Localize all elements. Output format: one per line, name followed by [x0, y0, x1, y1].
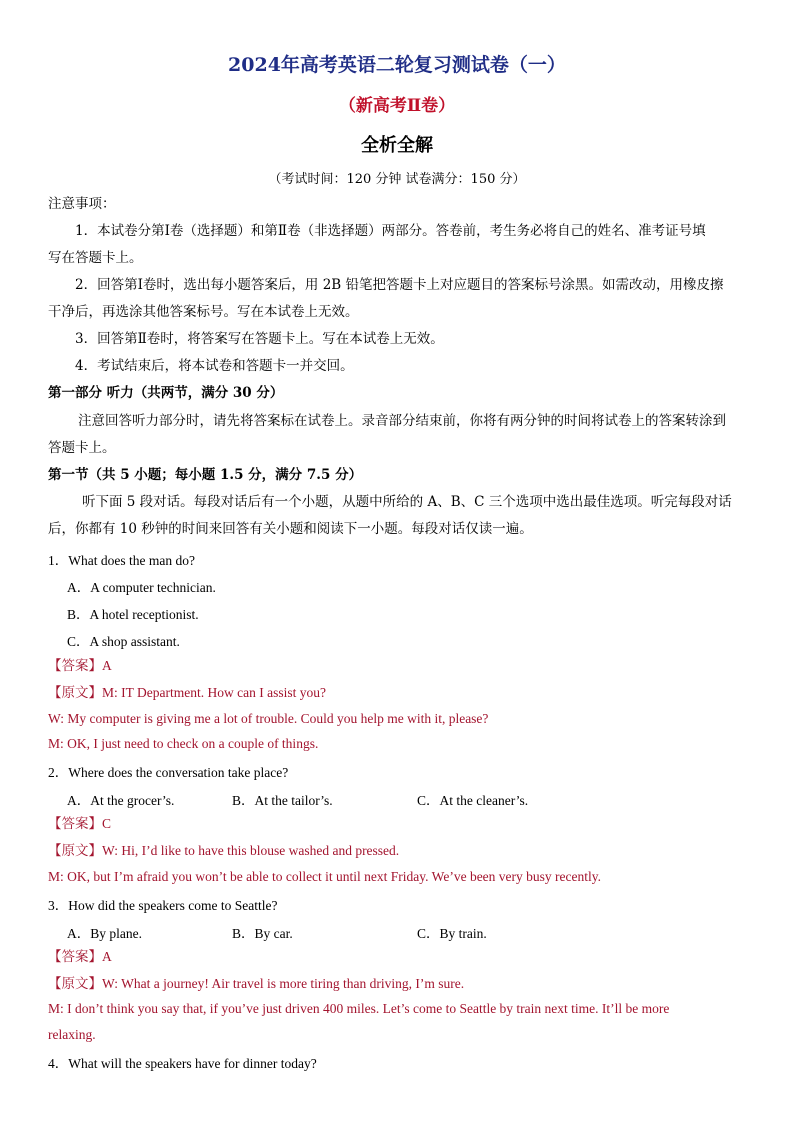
- page-title: 2024年高考英语二轮复习测试卷（一）: [228, 54, 566, 76]
- q1-option-b: B．A hotel receptionist.: [67, 607, 199, 622]
- q1-stem: 1．What does the man do?: [48, 553, 195, 568]
- section-intro-line2: 后，你都有 10 秒钟的时间来回答有关小题和阅读下一小题。每段对话仅读一遍。: [48, 521, 533, 537]
- q2-transcript-line2: M: OK, but I’m afraid you won’t be able to collect it until next Friday. We’ve been very busy recently.: [48, 869, 602, 884]
- q2-answer: [48, 815, 111, 833]
- q1-transcript-line2: W: My computer is giving me a lot of trouble. Could you help me with it, please?: [48, 711, 489, 726]
- q1-option-c: C．A shop assistant.: [67, 634, 180, 649]
- answer-value: A: [102, 949, 112, 964]
- transcript-label: 【原文】: [48, 685, 102, 701]
- q2-option-c: C．At the cleaner’s.: [417, 793, 529, 808]
- transcript-line: W: What a journey! Air travel is more tiring than driving, I’m sure.: [102, 976, 465, 991]
- notice-item-2-line2: 干净后，再选涂其他答案标号。写在本试卷上无效。: [48, 304, 359, 320]
- notice-item-4: 4．考试结束后，将本试卷和答题卡一并交回。: [75, 358, 354, 374]
- section-intro-line1: 听下面 5 段对话。每段对话后有一个小题，从题中所给的 A、B、C 三个选项中选出最佳选项。听完每段对话: [82, 494, 732, 510]
- page-heading: 全析全解: [361, 135, 433, 156]
- transcript-label: 【原文】: [48, 843, 102, 859]
- q2-option-b: B．At the tailor’s.: [232, 793, 333, 808]
- transcript-line: W: Hi, I’d like to have this blouse washed and pressed.: [102, 843, 400, 858]
- q2-option-a: A．At the grocer’s.: [67, 793, 175, 808]
- transcript-line: M: IT Department. How can I assist you?: [102, 685, 326, 700]
- notice-item-3: 3．回答第Ⅱ卷时，将答案写在答题卡上。写在本试卷上无效。: [75, 331, 444, 347]
- part1-intro-line1: 注意回答听力部分时，请先将答案标在试卷上。录音部分结束前，你将有两分钟的时间将试卷上的答案转涂到: [78, 413, 726, 429]
- q3-option-a: A．By plane.: [67, 926, 142, 941]
- q3-option-c: C．By train.: [417, 926, 487, 941]
- q3-option-b: B．By car.: [232, 926, 293, 941]
- notice-item-1-line1: 1．本试卷分第Ⅰ卷（选择题）和第Ⅱ卷（非选择题）两部分。答卷前，考生务必将自己的姓名、准考证号填: [75, 223, 706, 239]
- q1-transcript-line3: M: OK, I just need to check on a couple of things.: [48, 736, 319, 751]
- exam-meta: （考试时间：120 分钟 试卷满分：150 分）: [268, 172, 526, 187]
- notice-label: 注意事项：: [48, 196, 116, 212]
- q3-answer: [48, 948, 112, 966]
- q4-stem: 4．What will the speakers have for dinner today?: [48, 1056, 317, 1071]
- q3-transcript-line3: relaxing.: [48, 1027, 96, 1042]
- page-subtitle: （新高考Ⅱ卷）: [338, 96, 456, 116]
- answer-value: C: [102, 816, 112, 831]
- q2-stem: 2．Where does the conversation take place?: [48, 765, 289, 780]
- section-heading: 第一节（共 5 小题；每小题 1.5 分，满分 7.5 分）: [48, 467, 363, 483]
- notice-item-2-line1: 2．回答第Ⅰ卷时，选出每小题答案后，用 2B 铅笔把答题卡上对应题目的答案标号涂黑。如需改动，用橡皮擦: [75, 277, 724, 293]
- q1-option-a: A．A computer technician.: [67, 580, 216, 595]
- answer-label: 【答案】: [48, 816, 102, 832]
- notice-item-1-line2: 写在答题卡上。: [48, 250, 143, 266]
- q1-transcript: [48, 684, 326, 702]
- q3-transcript: [48, 975, 464, 993]
- answer-value: A: [102, 658, 112, 673]
- answer-label: 【答案】: [48, 949, 102, 965]
- transcript-label: 【原文】: [48, 976, 102, 992]
- q2-transcript: [48, 842, 399, 860]
- q1-answer: [48, 657, 112, 675]
- part1-intro-line2: 答题卡上。: [48, 440, 116, 456]
- q3-stem: 3．How did the speakers come to Seattle?: [48, 898, 278, 913]
- part1-heading: 第一部分 听力（共两节，满分 30 分）: [48, 385, 284, 401]
- q3-transcript-line2: M: I don’t think you say that, if you’ve just driven 400 miles. Let’s come to Seattle by train next time. It’ll be more: [48, 1001, 670, 1016]
- answer-label: 【答案】: [48, 658, 102, 674]
